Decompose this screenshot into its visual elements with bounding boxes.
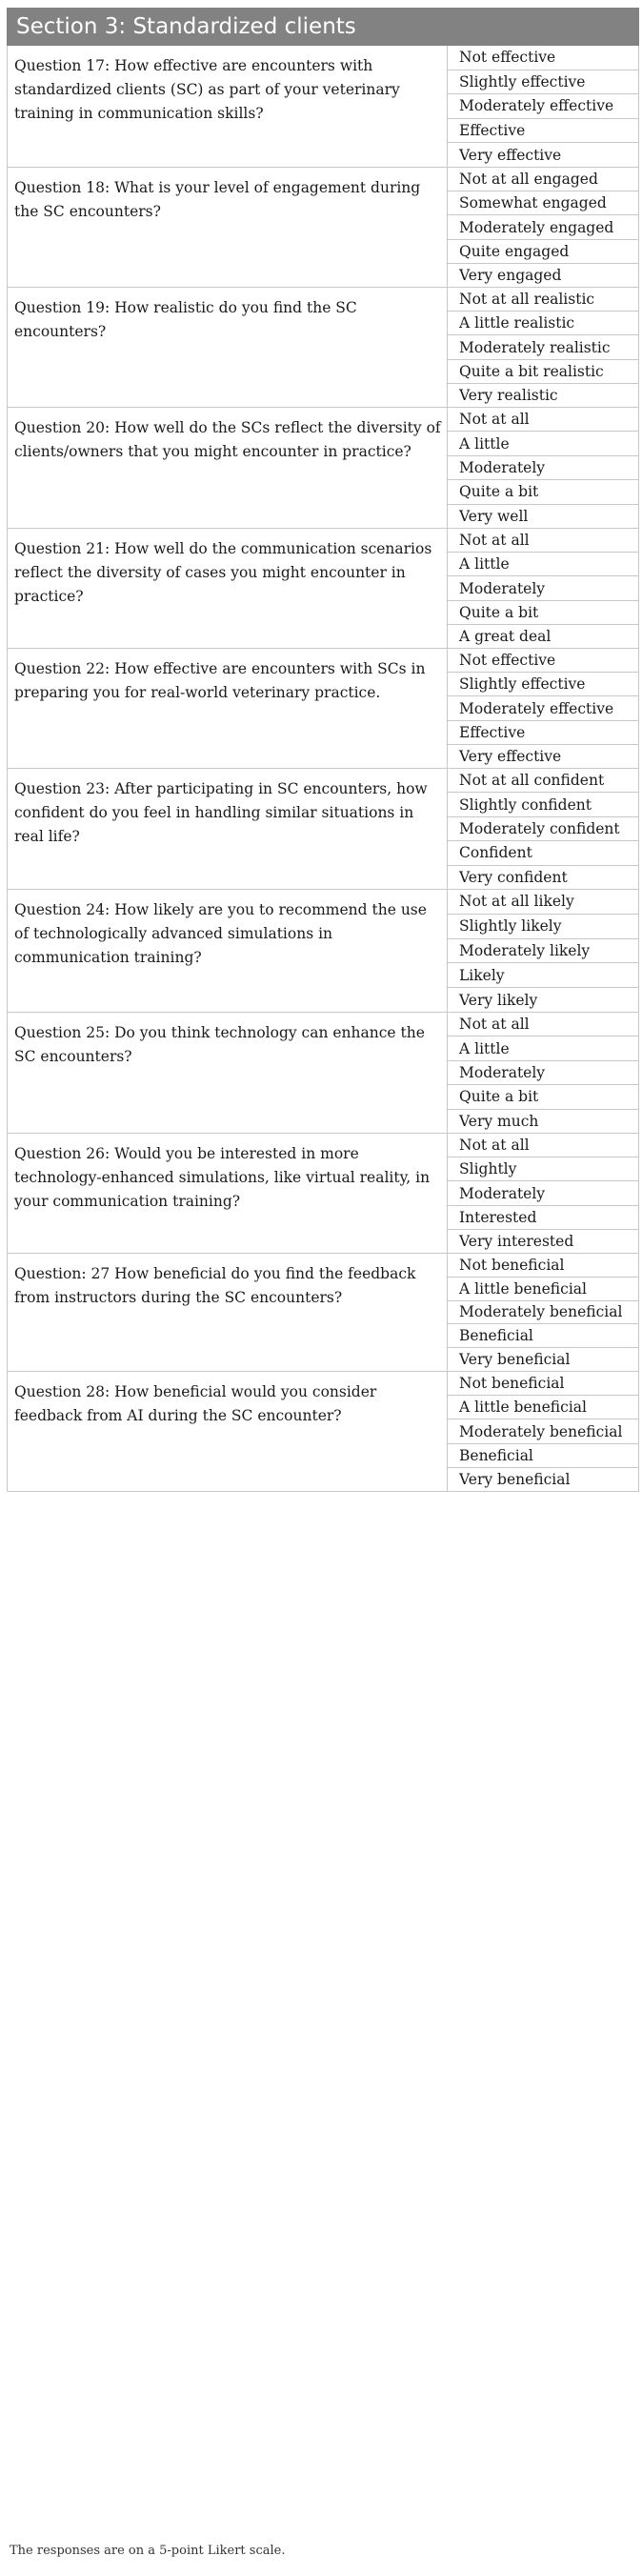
response-options: [448, 1013, 638, 1133]
response-option: Not at all: [448, 1134, 638, 1157]
response-option: Moderately beneficial: [448, 1301, 638, 1325]
question-text: Question 17: How effective are encounters with standardized clients (SC) as part of your veterinary training in communication skills?: [8, 46, 448, 167]
response-options: [448, 288, 638, 407]
question-group: [7, 168, 639, 288]
response-options: [448, 529, 638, 648]
question-group: [7, 649, 639, 769]
question-group: [7, 1254, 639, 1372]
response-option: Very engaged: [459, 266, 562, 284]
response-option: Moderately: [448, 1181, 638, 1205]
survey-table: [7, 8, 639, 1492]
response-option: Moderately realistic: [448, 335, 638, 359]
response-options: [448, 1254, 638, 1371]
response-option: Not at all engaged: [448, 168, 638, 191]
response-options: [448, 408, 638, 528]
response-option: Slightly effective: [448, 673, 638, 696]
response-options: [448, 46, 638, 167]
response-option: Very effective: [459, 146, 562, 164]
response-option: Effective: [448, 119, 638, 144]
question-text: Question 24: How likely are you to recommend the use of technologically advanced simulations in communication training?: [8, 890, 448, 1012]
response-option: A little realistic: [448, 312, 638, 335]
response-option: Very beneficial: [459, 1470, 571, 1488]
response-option: A little beneficial: [448, 1396, 638, 1419]
response-option: A little: [448, 553, 638, 576]
response-option: Moderately likely: [448, 939, 638, 964]
response-option: A great deal: [459, 627, 552, 645]
response-option: Not at all: [448, 1013, 638, 1036]
response-options: [448, 769, 638, 889]
question-text: Question 22: How effective are encounters with SCs in preparing you for real-world veterinary practice.: [8, 649, 448, 768]
response-option: Very realistic: [459, 386, 558, 404]
response-option: Slightly effective: [448, 70, 638, 95]
response-options: [448, 1372, 638, 1491]
response-option: Moderately: [448, 576, 638, 600]
response-option: Likely: [448, 963, 638, 988]
response-option: Confident: [448, 841, 638, 865]
response-option: Quite a bit realistic: [448, 360, 638, 384]
response-option: A little beneficial: [448, 1278, 638, 1301]
response-option: Not at all: [448, 529, 638, 553]
question-group: [7, 408, 639, 529]
question-text: Question: 27 How beneficial do you find the feedback from instructors during the SC encounters?: [8, 1254, 448, 1371]
table-footnote: The responses are on a 5-point Likert scale.: [10, 2544, 286, 2558]
response-option: Quite engaged: [448, 240, 638, 264]
response-option: Moderately engaged: [448, 215, 638, 239]
response-option: Very much: [459, 1112, 539, 1130]
response-option: Beneficial: [448, 1324, 638, 1348]
response-option: Quite a bit: [448, 601, 638, 625]
response-option: Beneficial: [448, 1444, 638, 1468]
response-option: Not at all likely: [448, 890, 638, 915]
response-option: Moderately effective: [448, 94, 638, 119]
response-options: [448, 890, 638, 1012]
question-text: Question 21: How well do the communication scenarios reflect the diversity of cases you might encounter in practice?: [8, 529, 448, 648]
question-group: [7, 288, 639, 408]
response-option: Moderately effective: [448, 696, 638, 720]
response-option: A little: [448, 1036, 638, 1060]
question-text: Question 25: Do you think technology can enhance the SC encounters?: [8, 1013, 448, 1133]
response-option: Not effective: [448, 649, 638, 673]
response-option: Very effective: [459, 747, 562, 765]
question-group: [7, 529, 639, 649]
response-option: Very beneficial: [459, 1351, 571, 1369]
response-option: Very likely: [459, 991, 538, 1009]
response-option: Not beneficial: [448, 1372, 638, 1396]
response-option: Quite a bit: [448, 1085, 638, 1109]
section-title: Section 3: Standardized clients: [7, 8, 639, 46]
response-options: [448, 649, 638, 768]
question-group: [7, 1134, 639, 1254]
response-option: A little: [448, 432, 638, 455]
response-option: Very well: [459, 507, 529, 525]
question-rows: [7, 46, 639, 1492]
question-text: Question 28: How beneficial would you consider feedback from AI during the SC encounter?: [8, 1372, 448, 1491]
response-option: Somewhat engaged: [448, 191, 638, 215]
response-option: Very interested: [459, 1232, 574, 1250]
question-group: [7, 1372, 639, 1492]
question-text: Question 18: What is your level of engagement during the SC encounters?: [8, 168, 448, 287]
question-group: [7, 890, 639, 1013]
response-option: Interested: [448, 1206, 638, 1230]
question-group: [7, 769, 639, 890]
response-option: Very confident: [459, 868, 568, 886]
question-text: Question 19: How realistic do you find the SC encounters?: [8, 288, 448, 407]
response-option: Not effective: [448, 46, 638, 70]
response-option: Not at all confident: [448, 769, 638, 793]
response-option: Moderately: [448, 456, 638, 480]
question-group: [7, 1013, 639, 1134]
question-text: Question 26: Would you be interested in more technology-enhanced simulations, like virtual reality, in your communication training?: [8, 1134, 448, 1253]
question-text: Question 23: After participating in SC encounters, how confident do you feel in handling similar situations in real life?: [8, 769, 448, 889]
response-option: Not at all realistic: [448, 288, 638, 312]
response-option: Not at all: [448, 408, 638, 432]
response-option: Slightly likely: [448, 915, 638, 939]
response-option: Moderately beneficial: [448, 1419, 638, 1443]
response-options: [448, 168, 638, 287]
response-option: Quite a bit: [448, 480, 638, 504]
question-group: [7, 46, 639, 168]
response-option: Slightly: [448, 1157, 638, 1181]
response-option: Not beneficial: [448, 1254, 638, 1278]
question-text: Question 20: How well do the SCs reflect the diversity of clients/owners that you might encounter in practice?: [8, 408, 448, 528]
response-option: Moderately confident: [448, 817, 638, 841]
response-option: Effective: [448, 721, 638, 745]
response-option: Moderately: [448, 1061, 638, 1085]
response-options: [448, 1134, 638, 1253]
response-option: Slightly confident: [448, 793, 638, 816]
